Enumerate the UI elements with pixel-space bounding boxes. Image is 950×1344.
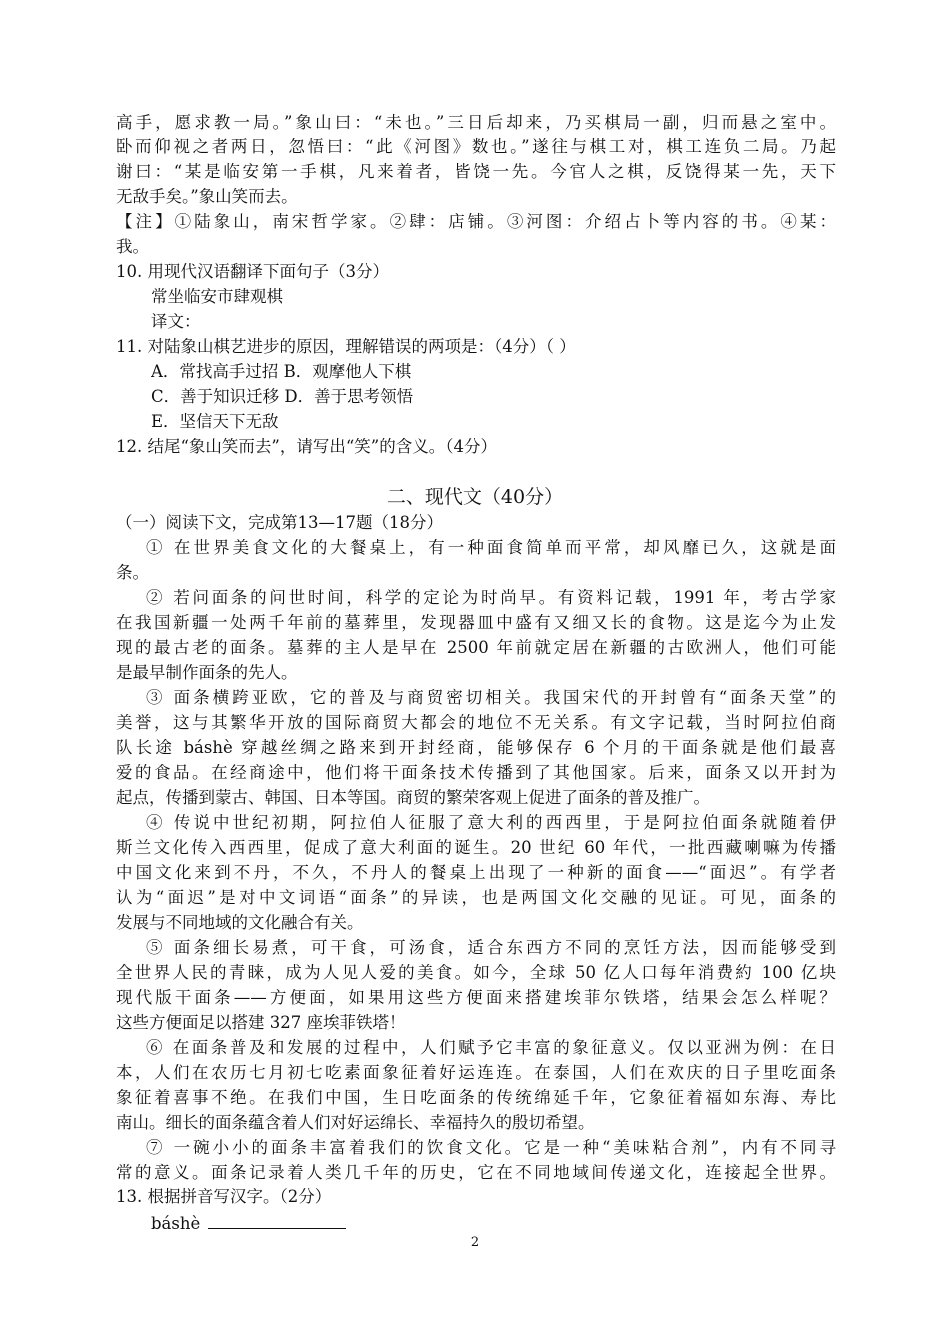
passage-line: ⑤ 面条细长易煮，可干食，可汤食，适合东西方不同的烹饪方法，因而能够受到 bbox=[146, 938, 836, 957]
passage-line: 爱的食品。在经商途中，他们将干面条技术传播到了其他国家。后来，面条又以开封为 bbox=[116, 763, 836, 782]
question-13-row bbox=[151, 1210, 836, 1236]
passage-line: 起点，传播到蒙古、韩国、日本等国。商贸的繁荣客观上促进了面条的普及推广。 bbox=[116, 788, 710, 807]
passage-line: 发展与不同地域的文化融合有关。 bbox=[116, 913, 364, 932]
passage-line: 常的意义。面条记录着人类几千年的历史，它在不同地域间传递文化，连接起全世界。 bbox=[116, 1163, 836, 1182]
passage-line: 现的最古老的面条。墓葬的主人是早在 2500 年前就定居在新疆的古欧洲人，他们可能 bbox=[116, 638, 836, 657]
note-line: 我。 bbox=[116, 237, 149, 256]
note-line: 【注】①陆象山，南宋哲学家。②肆：店铺。③河图：介绍占卜等内容的书。④某： bbox=[116, 212, 836, 231]
passage-line: ② 若问面条的问世时间，科学的定论为时尚早。有资料记载，1991 年，考古学家 bbox=[146, 588, 836, 607]
classical-line: 无敌手矣。”象山笑而去。 bbox=[116, 187, 298, 206]
passage-line: ① 在世界美食文化的大餐桌上，有一种面食简单而平常，却风靡已久，这就是面 bbox=[146, 538, 836, 557]
question-13-pinyin: báshè bbox=[151, 1214, 201, 1233]
question-11-option: C．善于知识迁移 D．善于思考领悟 bbox=[151, 387, 414, 406]
question-10-stem: 10. 用现代汉语翻译下面句子（3分） bbox=[116, 262, 389, 281]
passage-line: ⑦ 一碗小小的面条丰富着我们的饮食文化。它是一种“美味粘合剂”，内有不同寻 bbox=[146, 1138, 836, 1157]
passage-line: 这些方便面足以搭建 327 座埃菲铁塔！ bbox=[116, 1013, 406, 1032]
passage-line: 条。 bbox=[116, 563, 149, 582]
question-11-option: A．常找高手过招 B．观摩他人下棋 bbox=[151, 362, 412, 381]
page-number: 2 bbox=[470, 1235, 480, 1250]
question-10-sentence: 常坐临安市肆观棋 bbox=[151, 287, 283, 306]
classical-line: 卧而仰视之者两日，忽悟曰：“此《河图》数也。”遂往与棋工对，棋工连负二局。乃起 bbox=[116, 137, 836, 156]
passage-line: ⑥ 在面条普及和发展的过程中，人们赋予它丰富的象征意义。仅以亚洲为例：在日 bbox=[146, 1038, 836, 1057]
passage-line: 本，人们在农历七月初七吃素面象征着好运连连。在泰国，人们在欢庆的日子里吃面条 bbox=[116, 1063, 836, 1082]
classical-line: 谢曰：“某是临安第一手棋，凡来着者，皆饶一先。今官人之棋，反饶得某一先，天下 bbox=[116, 162, 836, 181]
passage-line: 现代版干面条——方便面，如果用这些方便面来搭建埃菲尔铁塔，结果会怎么样呢？ bbox=[116, 988, 836, 1007]
question-11-stem: 11. 对陆象山棋艺进步的原因，理解错误的两项是：（4分）（ ） bbox=[116, 337, 576, 356]
question-10-answer-label: 译文： bbox=[151, 312, 201, 331]
question-12-stem: 12. 结尾“象山笑而去”，请写出“笑”的含义。（4分） bbox=[116, 437, 497, 456]
passage-line: 南山。细长的面条蕴含着人们对好运绵长、幸福持久的殷切希望。 bbox=[116, 1113, 595, 1132]
classical-line: 高手，愿求教一局。”象山曰：“未也。”三日后却来，乃买棋局一副，归而悬之室中。 bbox=[116, 113, 836, 132]
section-title: 二、现代文（40分） bbox=[386, 486, 564, 508]
question-13-stem: 13. 根据拼音写汉字。（2分） bbox=[116, 1187, 332, 1206]
passage-line: 美誉，这与其繁华开放的国际商贸大都会的地位不无关系。有文字记载，当时阿拉伯商 bbox=[116, 713, 836, 732]
passage-line: 斯兰文化传入西西里，促成了意大利面的诞生。20 世纪 60 年代，一批西藏喇嘛为传播 bbox=[116, 838, 836, 857]
passage-line: ④ 传说中世纪初期，阿拉伯人征服了意大利的西西里，于是阿拉伯面条就随着伊 bbox=[146, 813, 836, 832]
passage-line: 在我国新疆一处两千年前的墓葬里，发现器皿中盛有又细又长的食物。这是迄今为止发 bbox=[116, 613, 836, 632]
passage-line: ③ 面条横跨亚欧，它的普及与商贸密切相关。我国宋代的开封曾有“面条天堂”的 bbox=[146, 688, 836, 707]
answer-blank[interactable] bbox=[208, 1210, 346, 1229]
passage-line: 中国文化来到不丹，不久，不丹人的餐桌上出现了一种新的面食——“面迟”。有学者 bbox=[116, 863, 836, 882]
passage-line: 队长途 báshè 穿越丝绸之路来到开封经商，能够保存 6 个月的干面条就是他们最喜 bbox=[116, 738, 836, 757]
passage-line: 象征着喜事不绝。在我们中国，生日吃面条的传统绵延千年，它象征着福如东海、寿比 bbox=[116, 1088, 836, 1107]
passage-line: 认为“面迟”是对中文词语“面条”的异读，也是两国文化交融的见证。可见，面条的 bbox=[116, 888, 836, 907]
passage-line: 全世界人民的青睐，成为人见人爱的美食。如今，全球 50 亿人口每年消费約 100 亿块 bbox=[116, 963, 836, 982]
section-subtitle: （一）阅读下文，完成第13—17题（18分） bbox=[116, 513, 443, 532]
passage-line: 是最早制作面条的先人。 bbox=[116, 663, 298, 682]
question-11-option: E．坚信天下无敌 bbox=[151, 412, 279, 431]
